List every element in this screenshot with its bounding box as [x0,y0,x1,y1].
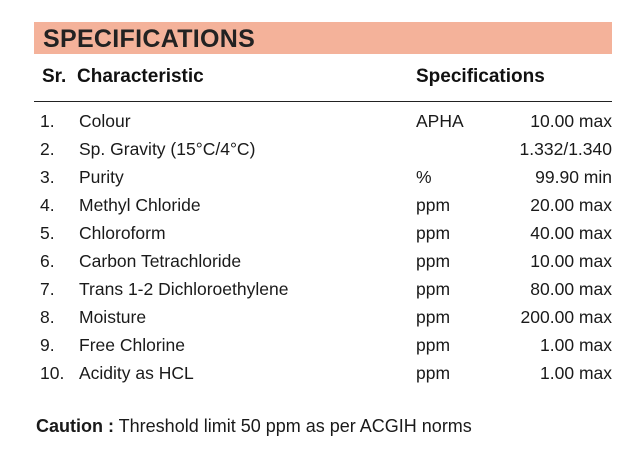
table-row [0,111,637,139]
column-header-characteristic: Characteristic [77,66,204,87]
row-value: 1.00 max [540,363,612,383]
caution-note [36,416,472,437]
row-number: 1. [40,111,55,131]
row-characteristic: Chloroform [79,223,166,243]
column-header-sr: Sr. [42,66,67,87]
row-unit: ppm [416,335,451,355]
row-characteristic: Free Chlorine [79,335,186,355]
row-number: 9. [40,335,55,355]
row-unit: ppm [416,251,451,271]
section-title: SPECIFICATIONS [43,25,256,53]
row-characteristic: Colour [79,111,131,131]
row-characteristic: Purity [79,167,124,187]
section-banner [34,22,612,54]
row-unit: ppm [416,363,451,383]
row-value: 200.00 max [520,307,612,327]
row-characteristic: Carbon Tetrachloride [79,251,242,271]
row-number: 3. [40,167,55,187]
row-characteristic: Acidity as HCL [79,363,194,383]
row-unit: ppm [416,279,451,299]
table-row [0,139,637,167]
row-number: 10. [40,363,65,383]
caution-label: Caution : [36,416,114,436]
row-unit: % [416,167,432,187]
row-value: 99.90 min [535,167,612,187]
table-row [0,167,637,195]
row-value: 80.00 max [530,279,612,299]
row-value: 10.00 max [530,251,612,271]
table-row [0,195,637,223]
row-characteristic: Sp. Gravity (15°C/4°C) [79,139,256,159]
row-characteristic: Methyl Chloride [79,195,201,215]
table-row [0,251,637,279]
row-unit: APHA [416,111,464,131]
table-row [0,363,637,391]
row-unit: ppm [416,195,451,215]
row-number: 5. [40,223,55,243]
row-value: 20.00 max [530,195,612,215]
row-characteristic: Trans 1-2 Dichloroethylene [79,279,289,299]
caution-text: Threshold limit 50 ppm as per ACGIH norms [114,416,472,436]
row-value: 1.332/1.340 [519,139,612,159]
row-value: 10.00 max [530,111,612,131]
row-number: 2. [40,139,55,159]
header-divider [34,101,612,102]
row-value: 1.00 max [540,335,612,355]
column-header-specifications: Specifications [416,66,545,87]
specifications-table [0,111,637,391]
table-row [0,335,637,363]
row-unit: ppm [416,223,451,243]
row-number: 4. [40,195,55,215]
row-number: 8. [40,307,55,327]
table-row [0,307,637,335]
row-characteristic: Moisture [79,307,147,327]
table-row [0,279,637,307]
row-number: 6. [40,251,55,271]
row-number: 7. [40,279,55,299]
table-row [0,223,637,251]
row-unit: ppm [416,307,451,327]
row-value: 40.00 max [530,223,612,243]
